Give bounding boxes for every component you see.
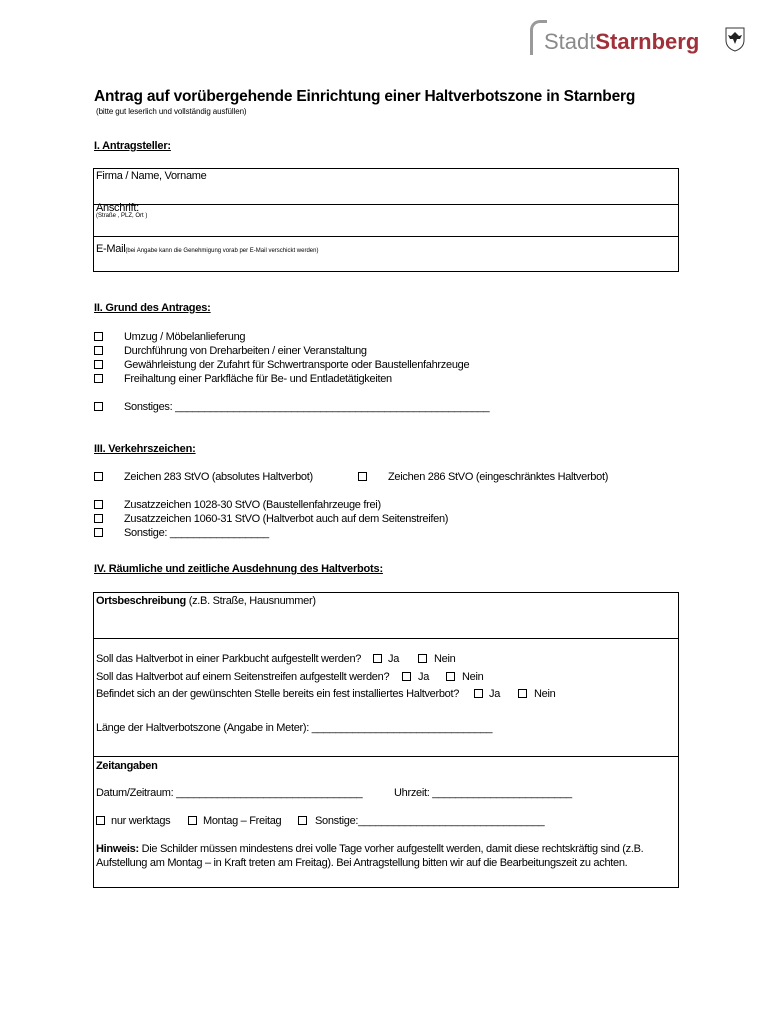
note-line-2: Aufstellung am Montag – in Kraft treten am Freitag). Bei Antragstellung bitten wir auf die Bearbeitungszeit zu achten. [96,857,628,869]
parking-bay-yes-checkbox[interactable] [373,654,382,663]
parking-bay-no-label: Nein [434,653,456,665]
logo-text-starnberg: Starnberg [595,29,700,54]
reason-checkbox-heavy-transport[interactable] [94,360,103,369]
time-field[interactable]: Uhrzeit: ________________________ [394,787,572,799]
sign-286-checkbox[interactable] [358,472,367,481]
page-title: Antrag auf vorübergehende Einrichtung einer Haltverbotszone in Starnberg [94,88,636,105]
existing-sign-no-label: Nein [534,688,556,700]
email-hint: (bei Angabe kann die Genehmigung vorab per E-Mail verschickt werden) [125,248,319,254]
email-field[interactable] [94,237,678,271]
existing-sign-no-checkbox[interactable] [518,689,527,698]
city-logo [528,18,750,68]
logo-text [544,29,699,55]
mon-fri-label: Montag – Freitag [203,815,282,827]
reason-checkbox-move[interactable] [94,332,103,341]
name-field[interactable] [94,171,678,203]
time-other-checkbox[interactable] [298,816,307,825]
sign-283-label: Zeichen 283 StVO (absolutes Haltverbot) [124,471,313,483]
question-existing-sign: Befindet sich an der gewünschten Stelle bereits ein fest installiertes Haltverbot? [96,688,460,700]
time-heading: Zeitangaben [96,760,158,772]
note-text-1: Die Schilder müssen mindestens drei volle Tage vorher aufgestellt werden, damit diese rechtskräftig sind (z.B. [138,843,644,855]
side-strip-yes-label: Ja [418,671,430,683]
section-reason-heading: II. Grund des Antrages: [94,302,211,314]
reason-label-loading: Freihaltung einer Parkfläche für Be- und Entladetätigkeiten [124,373,392,385]
mon-fri-checkbox[interactable] [188,816,197,825]
weekdays-checkbox[interactable] [96,816,105,825]
section-applicant-heading: I. Antragsteller: [94,140,171,152]
location-hint: (z.B. Straße, Hausnummer) [185,595,316,607]
sign-other-checkbox[interactable] [94,528,103,537]
section-signs-heading: III. Verkehrszeichen: [94,443,196,455]
side-strip-no-label: Nein [462,671,484,683]
extra-sign-1028-checkbox[interactable] [94,500,103,509]
sign-286-label: Zeichen 286 StVO (eingeschränktes Haltverbot) [388,471,609,483]
time-other-label: Sonstige:________________________________ [315,815,545,827]
extra-sign-1060-label: Zusatzzeichen 1060-31 StVO (Haltverbot auch auf dem Seitenstreifen) [124,513,449,525]
location-field[interactable] [94,610,678,637]
divider [93,756,679,757]
address-field-hint: (Straße , PLZ, Ort ) [96,213,148,219]
weekdays-label: nur werktags [111,815,171,827]
location-label-line [96,595,316,607]
reason-checkbox-filming[interactable] [94,346,103,355]
address-field-label: Anschrift: [96,202,139,214]
divider [93,638,679,639]
section-extent-heading: IV. Räumliche und zeitliche Ausdehnung des Haltverbots: [94,563,383,575]
note-label: Hinweis: [96,843,139,855]
existing-sign-yes-label: Ja [489,688,501,700]
side-strip-yes-checkbox[interactable] [402,672,411,681]
eagle-crest-icon [724,26,746,52]
parking-bay-no-checkbox[interactable] [418,654,427,663]
reason-checkbox-loading[interactable] [94,374,103,383]
reason-label-filming: Durchführung von Dreharbeiten / einer Veranstaltung [124,345,367,357]
parking-bay-yes-label: Ja [388,653,400,665]
note-line-1 [96,843,643,855]
sign-other-label: Sonstige: _________________ [124,527,269,539]
logo-text-stadt: Stadt [544,29,596,54]
address-field[interactable] [94,205,678,235]
length-field[interactable]: Länge der Haltverbotszone (Angabe in Meter): _______________________________ [96,722,493,734]
date-field[interactable]: Datum/Zeitraum: ________________________________ [96,787,363,799]
reason-checkbox-other[interactable] [94,402,103,411]
location-label: Ortsbeschreibung [96,595,186,607]
name-field-label: Firma / Name, Vorname [96,170,207,182]
extra-sign-1060-checkbox[interactable] [94,514,103,523]
email-label: E-Mail [96,243,126,255]
question-side-strip: Soll das Haltverbot auf einem Seitenstreifen aufgestellt werden? [96,671,390,683]
side-strip-no-checkbox[interactable] [446,672,455,681]
reason-label-other: Sonstiges: ______________________________________________________ [124,401,490,413]
reason-label-move: Umzug / Möbelanlieferung [124,331,246,343]
extra-sign-1028-label: Zusatzzeichen 1028-30 StVO (Baustellenfahrzeuge frei) [124,499,381,511]
page-subtitle: (bitte gut leserlich und vollständig ausfüllen) [96,107,247,116]
question-parking-bay: Soll das Haltverbot in einer Parkbucht aufgestellt werden? [96,653,362,665]
existing-sign-yes-checkbox[interactable] [474,689,483,698]
sign-283-checkbox[interactable] [94,472,103,481]
reason-label-heavy-transport: Gewährleistung der Zufahrt für Schwertransporte oder Baustellenfahrzeuge [124,359,470,371]
